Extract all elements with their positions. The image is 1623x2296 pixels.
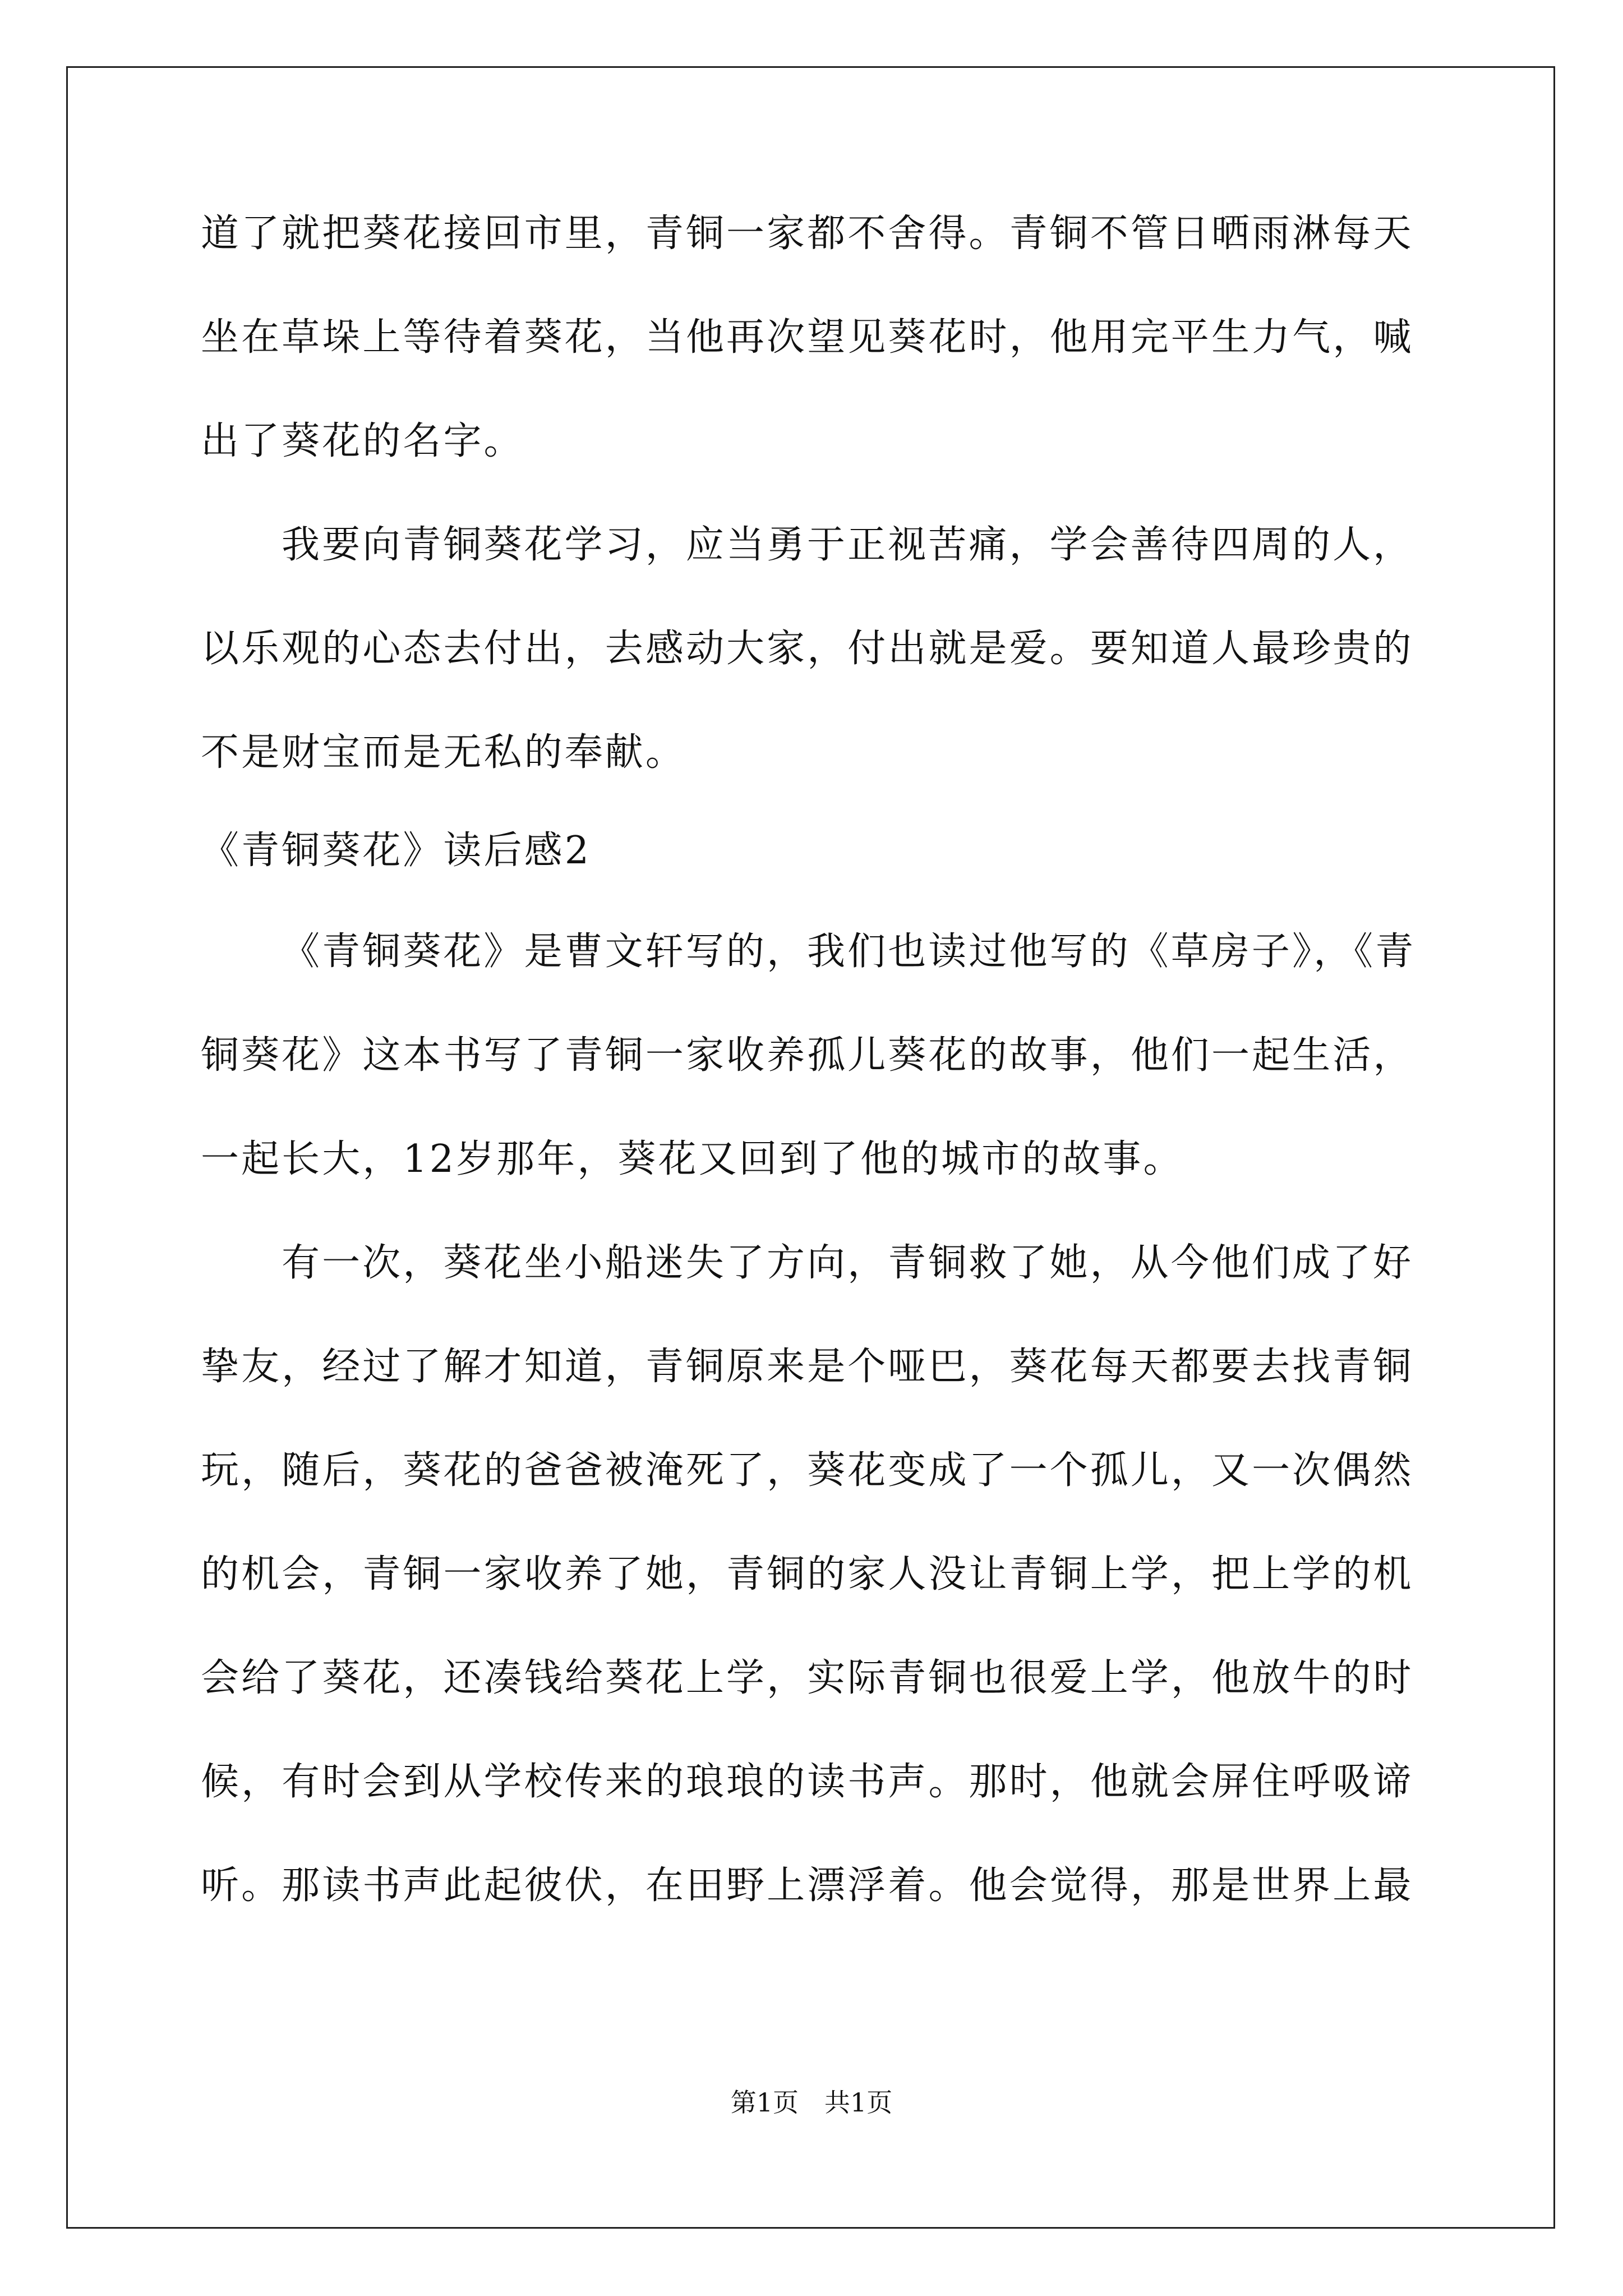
page-number-footer: 第1页 共1页 <box>730 2087 893 2118</box>
text-line: 一起长大，12岁那年，葵花又回到了他的城市的故事。 <box>201 1137 1184 1181</box>
section-heading: 《青铜葵花》读后感2 <box>201 829 592 873</box>
text-line: 铜葵花》这本书写了青铜一家收养孤儿葵花的故事，他们一起生活， <box>201 1033 1414 1078</box>
text-line: 的机会，青铜一家收养了她，青铜的家人没让青铜上学，把上学的机 <box>201 1552 1414 1596</box>
text-line: 挚友，经过了解才知道，青铜原来是个哑巴，葵花每天都要去找青铜 <box>201 1345 1414 1389</box>
text-line: 会给了葵花，还凑钱给葵花上学，实际青铜也很爱上学，他放牛的时 <box>201 1656 1414 1700</box>
text-line: 出了葵花的名字。 <box>201 419 524 463</box>
paragraph-line: 有一次，葵花坐小船迷失了方向，青铜救了她，从今他们成了好 <box>282 1241 1414 1285</box>
text-line: 听。那读书声此起彼伏，在田野上漂浮着。他会觉得，那是世界上最 <box>201 1864 1414 1908</box>
text-line: 坐在草垛上等待着葵花，当他再次望见葵花时，他用完平生力气，喊 <box>201 315 1414 360</box>
paragraph-line: 《青铜葵花》是曹文轩写的，我们也读过他写的《草房子》，《青 <box>282 930 1416 974</box>
text-line: 道了就把葵花接回市里，青铜一家都不舍得。青铜不管日晒雨淋每天 <box>201 211 1414 256</box>
paragraph-line: 我要向青铜葵花学习，应当勇于正视苦痛，学会善待四周的人， <box>282 523 1414 567</box>
text-line: 候，有时会到从学校传来的琅琅的读书声。那时，他就会屏住呼吸谛 <box>201 1760 1414 1804</box>
text-line: 玩，随后，葵花的爸爸被淹死了，葵花变成了一个孤儿，又一次偶然 <box>201 1448 1414 1493</box>
text-line: 不是财宝而是无私的奉献。 <box>201 730 686 775</box>
text-line: 以乐观的心态去付出，去感动大家，付出就是爱。要知道人最珍贵的 <box>201 627 1414 671</box>
